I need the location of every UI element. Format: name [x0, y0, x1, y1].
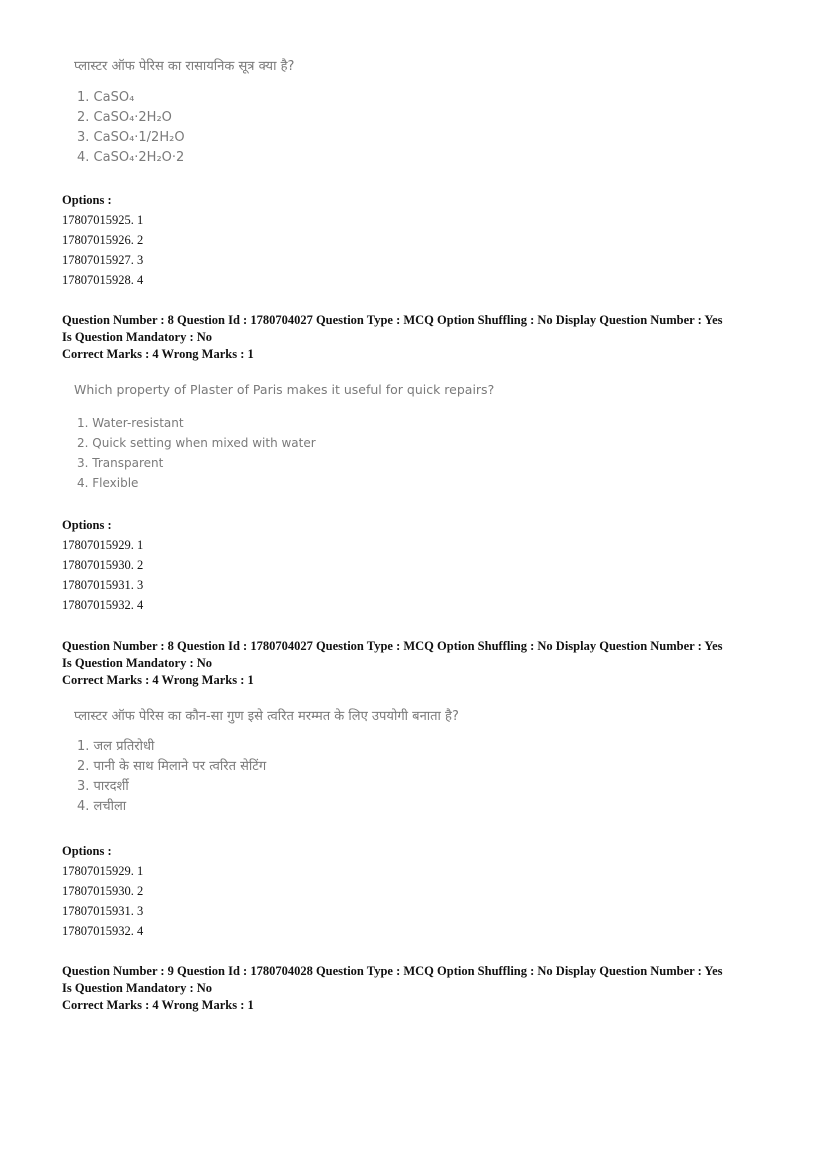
option-id-list — [62, 861, 143, 941]
choice-item: 2. पानी के साथ मिलाने पर त्वरित सेटिंग — [77, 759, 267, 774]
option-id-item: 17807015932. 4 — [62, 924, 144, 938]
options-label: Options : — [62, 518, 112, 532]
option-id-item: 17807015927. 3 — [62, 253, 144, 267]
option-id-item: 17807015930. 2 — [62, 558, 144, 572]
choice-item: 1. CaSO₄ — [77, 90, 135, 105]
question-meta-line: Question Number : 8 Question Id : 1780704027 Question Type : MCQ Option Shuffling : No Display Question Number : Yes — [62, 639, 723, 653]
question-meta-line: Question Number : 8 Question Id : 1780704027 Question Type : MCQ Option Shuffling : No Display Question Number : Yes — [62, 313, 723, 327]
choice-item: 2. Quick setting when mixed with water — [77, 436, 316, 450]
question-mandatory-line: Is Question Mandatory : No — [62, 656, 213, 670]
options-label: Options : — [62, 193, 112, 207]
option-id-item: 17807015926. 2 — [62, 233, 144, 247]
option-id-item: 17807015931. 3 — [62, 578, 144, 592]
question-meta-line: Question Number : 9 Question Id : 1780704028 Question Type : MCQ Option Shuffling : No Display Question Number : Yes — [62, 964, 723, 978]
choice-item: 3. Transparent — [77, 456, 164, 470]
choice-list — [77, 88, 185, 168]
choice-item: 3. पारदर्शी — [77, 779, 129, 794]
options-section — [62, 841, 143, 941]
options-label: Options : — [62, 844, 112, 858]
option-id-item: 17807015930. 2 — [62, 884, 144, 898]
question-meta — [62, 638, 772, 689]
question-stem: प्लास्टर ऑफ पेरिस का रासायनिक सूत्र क्या है? — [74, 59, 295, 74]
options-section — [62, 515, 143, 615]
option-id-item: 17807015931. 3 — [62, 904, 144, 918]
option-id-item: 17807015925. 1 — [62, 213, 144, 227]
question-marks-line: Correct Marks : 4 Wrong Marks : 1 — [62, 673, 254, 687]
question-mandatory-line: Is Question Mandatory : No — [62, 330, 213, 344]
choice-item: 3. CaSO₄·1/2H₂O — [77, 130, 185, 145]
choice-item: 4. CaSO₄·2H₂O·2 — [77, 150, 185, 165]
question-marks-line: Correct Marks : 4 Wrong Marks : 1 — [62, 998, 254, 1012]
question-meta — [62, 312, 772, 363]
choice-item: 1. जल प्रतिरोधी — [77, 739, 155, 754]
question-meta — [62, 963, 772, 1014]
option-id-list — [62, 210, 143, 290]
choice-item: 1. Water-resistant — [77, 416, 184, 430]
question-marks-line: Correct Marks : 4 Wrong Marks : 1 — [62, 347, 254, 361]
option-id-item: 17807015929. 1 — [62, 864, 144, 878]
choice-item: 4. लचीला — [77, 799, 127, 814]
question-stem: प्लास्टर ऑफ पेरिस का कौन-सा गुण इसे त्वरित मरम्मत के लिए उपयोगी बनाता है? — [74, 709, 459, 724]
choice-list — [77, 737, 266, 817]
choice-item: 2. CaSO₄·2H₂O — [77, 110, 172, 125]
option-id-list — [62, 535, 143, 615]
option-id-item: 17807015929. 1 — [62, 538, 144, 552]
options-section — [62, 190, 143, 290]
choice-list — [77, 413, 316, 493]
question-mandatory-line: Is Question Mandatory : No — [62, 981, 213, 995]
option-id-item: 17807015932. 4 — [62, 598, 144, 612]
choice-item: 4. Flexible — [77, 476, 139, 490]
option-id-item: 17807015928. 4 — [62, 273, 144, 287]
question-stem: Which property of Plaster of Paris makes it useful for quick repairs? — [74, 382, 495, 397]
